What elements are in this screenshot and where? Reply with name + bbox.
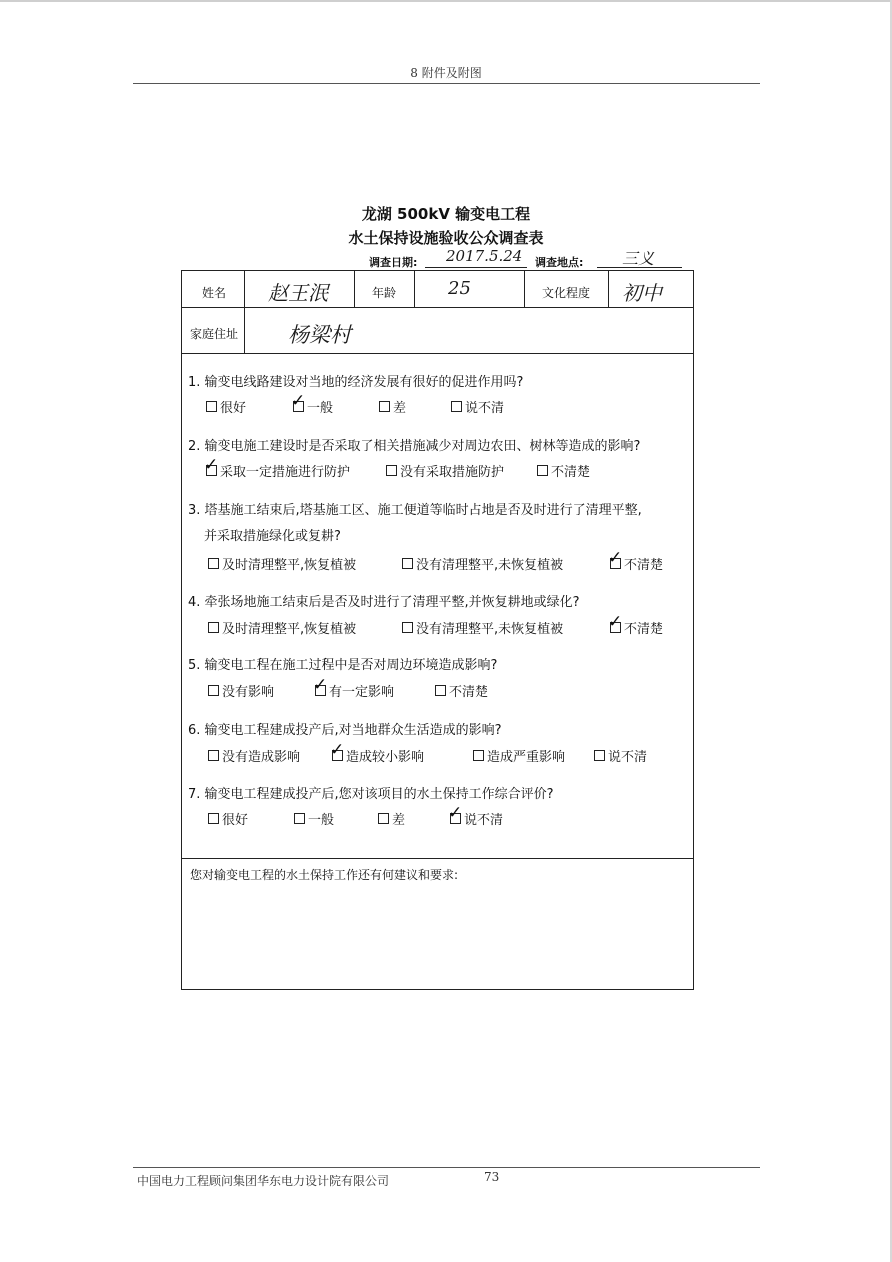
checkbox[interactable] (386, 465, 397, 476)
checkbox[interactable] (537, 465, 548, 476)
name-value: 赵王泯 (268, 281, 328, 305)
q4-option-2[interactable]: 没有清理整平,未恢复植被 (402, 618, 563, 637)
q2-option-3[interactable]: 不清楚 (537, 461, 590, 480)
q6-option-2[interactable]: ✓ 造成较小影响 (330, 740, 425, 765)
question-6: 6. 输变电工程建成投产后,对当地群众生活造成的影响? (188, 723, 502, 738)
question-5: 5. 输变电工程在施工过程中是否对周边环境造成影响? (188, 658, 498, 673)
q1-option-3[interactable]: 差 (379, 397, 406, 416)
q4-option-3[interactable]: ✓ 不清楚 (608, 612, 664, 637)
checkbox[interactable] (448, 803, 463, 824)
education-label: 文化程度 (542, 286, 591, 300)
q2-option-1[interactable]: ✓ 采取一定措施进行防护 (204, 455, 351, 480)
check-mark-icon: ✓ (608, 612, 623, 632)
checkbox[interactable] (608, 612, 623, 633)
checkbox[interactable] (451, 401, 462, 412)
q3-option-3[interactable]: ✓ 不清楚 (608, 548, 664, 573)
check-mark-icon: ✓ (448, 803, 463, 823)
check-mark-icon: ✓ (291, 391, 306, 411)
survey-location-value: 三义 (622, 249, 655, 268)
survey-date-underline (425, 267, 527, 268)
scan-top-edge (0, 0, 892, 2)
row-divider (182, 858, 693, 859)
col-divider (354, 271, 355, 307)
q6-option-4[interactable]: 说不清 (594, 746, 647, 765)
question-1: 1. 输变电线路建设对当地的经济发展有很好的促进作用吗? (188, 375, 524, 390)
survey-location-label: 调查地点: (535, 256, 584, 269)
q7-option-3[interactable]: 差 (378, 809, 405, 828)
q4-option-1[interactable]: 及时清理整平,恢复植被 (208, 618, 356, 637)
q1-option-1[interactable]: 很好 (206, 397, 246, 416)
survey-form (181, 270, 694, 990)
page-number: 73 (484, 1170, 500, 1184)
checkbox[interactable] (594, 750, 605, 761)
checkbox[interactable] (208, 685, 219, 696)
q2-option-2[interactable]: 没有采取措施防护 (386, 461, 504, 480)
q7-option-1[interactable]: 很好 (208, 809, 248, 828)
suggestion-label: 您对输变电工程的水土保持工作还有何建议和要求: (190, 868, 459, 882)
checkbox[interactable] (473, 750, 484, 761)
q5-option-1[interactable]: 没有影响 (208, 681, 274, 700)
section-header: 8 附件及附图 (410, 66, 482, 80)
question-3-continued: 并采取措施绿化或复耕? (204, 529, 341, 544)
checkbox[interactable] (206, 401, 217, 412)
row-divider (182, 307, 693, 308)
q6-option-3[interactable]: 造成严重影响 (473, 746, 565, 765)
address-label: 家庭住址 (190, 327, 239, 341)
education-value: 初中 (622, 281, 662, 305)
checkbox[interactable] (208, 622, 219, 633)
q7-option-2[interactable]: 一般 (294, 809, 334, 828)
check-mark-icon: ✓ (330, 740, 345, 760)
check-mark-icon: ✓ (313, 675, 328, 695)
check-mark-icon: ✓ (204, 455, 219, 475)
col-divider (244, 271, 245, 353)
address-value: 杨梁村 (288, 323, 351, 347)
checkbox[interactable] (402, 622, 413, 633)
checkbox[interactable] (313, 675, 328, 696)
checkbox[interactable] (608, 548, 623, 569)
form-title-line1: 龙湖 500kV 输变电工程 (361, 205, 531, 223)
checkbox[interactable] (208, 558, 219, 569)
q3-option-2[interactable]: 没有清理整平,未恢复植被 (402, 554, 563, 573)
q6-option-1[interactable]: 没有造成影响 (208, 746, 300, 765)
checkbox[interactable] (294, 813, 305, 824)
header-rule (133, 83, 760, 84)
col-divider (608, 271, 609, 307)
form-title-line2: 水土保持设施验收公众调查表 (348, 229, 544, 247)
checkbox[interactable] (402, 558, 413, 569)
age-label: 年龄 (372, 286, 397, 300)
checkbox[interactable] (208, 750, 219, 761)
q5-option-3[interactable]: 不清楚 (435, 681, 488, 700)
age-value: 25 (448, 278, 471, 299)
name-label: 姓名 (202, 286, 227, 300)
survey-date-label: 调查日期: (369, 256, 418, 269)
col-divider (524, 271, 525, 307)
checkbox[interactable] (435, 685, 446, 696)
footer-rule (133, 1167, 760, 1168)
checkbox[interactable] (379, 401, 390, 412)
footer-company: 中国电力工程顾问集团华东电力设计院有限公司 (137, 1174, 390, 1188)
checkbox[interactable] (378, 813, 389, 824)
question-7: 7. 输变电工程建成投产后,您对该项目的水土保持工作综合评价? (188, 787, 554, 802)
question-2: 2. 输变电施工建设时是否采取了相关措施减少对周边农田、树林等造成的影响? (188, 439, 641, 454)
checkbox[interactable] (204, 455, 219, 476)
question-3: 3. 塔基施工结束后,塔基施工区、施工便道等临时占地是否及时进行了清理平整, (188, 503, 642, 518)
checkbox[interactable] (208, 813, 219, 824)
q7-option-4[interactable]: ✓ 说不清 (448, 803, 504, 828)
survey-date-value: 2017.5.24 (446, 247, 523, 265)
check-mark-icon: ✓ (608, 548, 623, 568)
q1-option-2[interactable]: ✓ 一般 (291, 391, 334, 416)
q5-option-2[interactable]: ✓ 有一定影响 (313, 675, 395, 700)
col-divider (414, 271, 415, 307)
q3-option-1[interactable]: 及时清理整平,恢复植被 (208, 554, 356, 573)
checkbox[interactable] (330, 740, 345, 761)
q1-option-4[interactable]: 说不清 (451, 397, 504, 416)
row-divider (182, 353, 693, 354)
checkbox[interactable] (291, 391, 306, 412)
question-4: 4. 牵张场地施工结束后是否及时进行了清理平整,并恢复耕地或绿化? (188, 595, 580, 610)
